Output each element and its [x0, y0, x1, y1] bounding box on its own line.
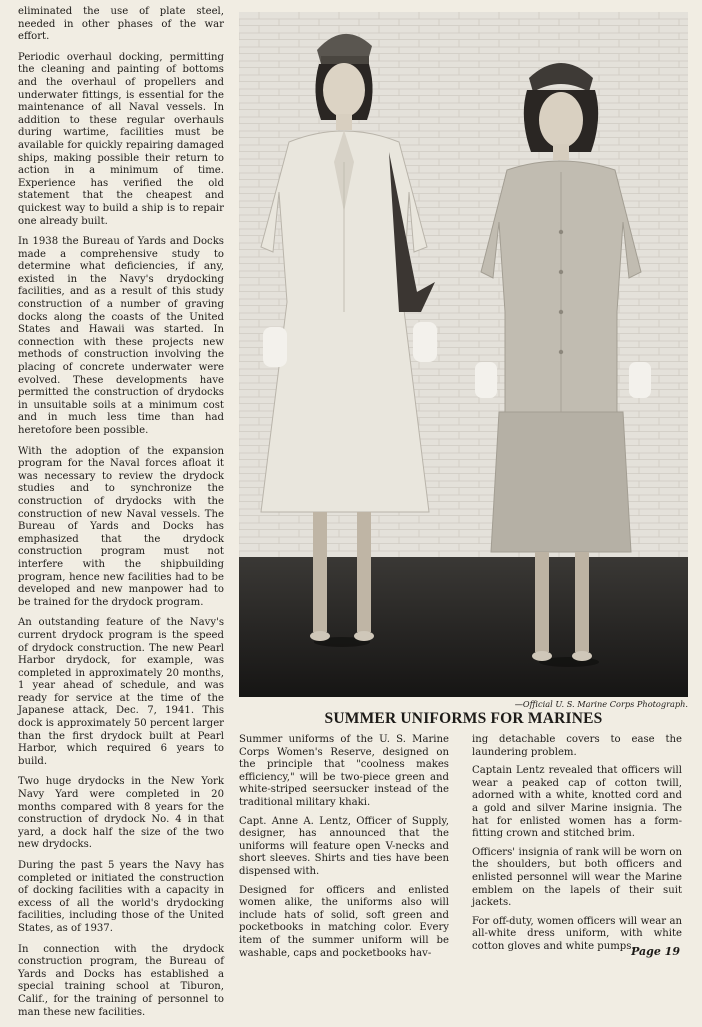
paragraph: Periodic overhaul docking, permitting the cleaning and painting of bottoms and the overhaul of propellers and underwater fittings, is essential for the maintenance of all Naval vessels. In addition to these regular overhauls during wartime, facilities must be available for quickly repairing damaged ships, making possible their return to action in a minimum of time. Experience has verified the old statement that the cheapest and quickest way to build a ship is to repair one already built.: [18, 51, 224, 227]
paragraph: Designed for officers and enlisted women alike, the uniforms also will include hats of solid, soft green and pocketbooks in matching color. Every item of the summer uniform will be washable, caps and pocketbooks hav-: [239, 884, 449, 959]
left-text-column: [18, 6, 224, 1027]
paragraph: In 1938 the Bureau of Yards and Docks made a comprehensive study to determine what deficiencies, if any, existed in the Navy's drydocking facilities, and as a result of this study construction of a number of graving docks along the coasts of the United States and Hawaii was started. In connection with these projects new methods of construction involving the placing of concrete underwater were evolved. These developments have permitted the construction of drydocks in unsuitable soils at a minimum cost and in much less time than had heretofore been possible.: [18, 236, 224, 436]
paragraph: During the past 5 years the Navy has completed or initiated the construction of docking facilities with a capacity in excess of all the world's drydocking facilities, including those of the United States, as of 1937.: [18, 860, 224, 934]
marine-uniforms-photo: [239, 12, 688, 697]
middle-text-column: [239, 734, 449, 966]
floor: [239, 557, 688, 697]
photo-credit: —Official U. S. Marine Corps Photograph.: [514, 699, 688, 709]
paragraph: Captain Lentz revealed that officers will wear a peaked cap of cotton twill, adorned with a white, knotted cord and a gold and silver Marine insignia. The hat for enlisted women has a form-fitting crown and stitched brim.: [472, 765, 682, 840]
photo-illustration: [239, 12, 688, 697]
paragraph: In connection with the drydock construction program, the Bureau of Yards and Docks has established a special training school at Tiburon, Calif., for the training of personnel to man these new facilities.: [18, 943, 224, 1018]
paragraph: With the adoption of the expansion program for the Naval forces afloat it was necessary to review the drydock studies and to synchronize the construction of drydocks with the construction of new Naval vessels. The Bureau of Yards and Docks has emphasized that the drydock construction program must not interfere with the shipbuilding program, hence new facilities had to be developed and new manpower had to be trained for the drydock program.: [18, 445, 224, 608]
right-text-column: [472, 734, 682, 960]
paragraph: Summer uniforms of the U. S. Marine Corps Women's Reserve, designed on the principle that "coolness makes efficiency," will be two-piece green and white-striped seersucker instead of the traditional military khaki.: [239, 734, 449, 808]
paragraph: Two huge drydocks in the New York Navy Yard were completed in 20 months compared with 8 years for the construction of drydock No. 4 in that yard, a dock half the size of the two new drydocks.: [18, 776, 224, 851]
paragraph: Capt. Anne A. Lentz, Officer of Supply, designer, has announced that the uniforms will feature open V-necks and short sleeves. Shirts and ties have been dispensed with.: [239, 815, 449, 877]
paragraph: ing detachable covers to ease the laundering problem.: [472, 734, 682, 758]
page-number: Page 19: [631, 945, 680, 958]
paragraph: eliminated the use of plate steel, needed in other phases of the war effort.: [18, 6, 224, 43]
article-headline: SUMMER UNIFORMS FOR MARINES: [324, 710, 603, 727]
paragraph: For off-duty, women officers will wear an all-white dress uniform, with white cotton gloves and white pumps.: [472, 915, 682, 952]
paragraph: An outstanding feature of the Navy's current drydock program is the speed of drydock construction. The new Pearl Harbor drydock, for example, was completed in approximately 20 months, 1 year ahead of schedule, and was ready for service at the time of the Japanese attack, Dec. 7, 1941. This dock is approximately 50 percent larger than the first drydock built at Pearl Harbor, which required 6 years to build.: [18, 617, 224, 767]
paragraph: Officers' insignia of rank will be worn on the shoulders, but both officers and enlisted personnel will wear the Marine emblem on the lapels of their suit jackets.: [472, 846, 682, 909]
